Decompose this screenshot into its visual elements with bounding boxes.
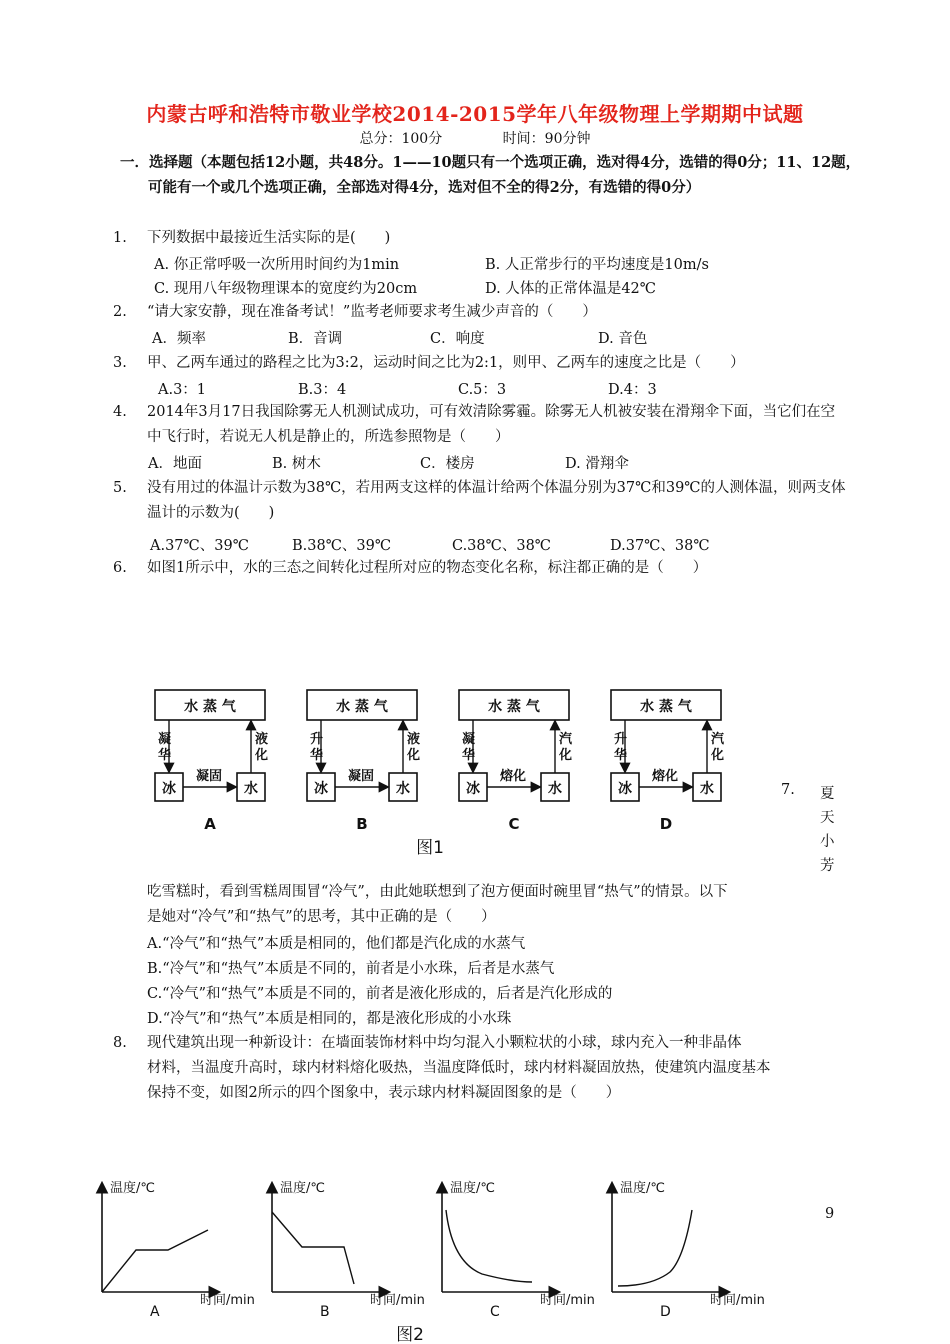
x-axis-label: 时间/min — [200, 1293, 255, 1308]
left-process-char-2: 华 — [310, 748, 324, 763]
figure-2-caption: 图2 — [396, 1325, 424, 1344]
curve — [272, 1212, 354, 1284]
question-text: “请大家安静，现在准备考试！”监考老师要求考生减少声音的（ ） — [147, 304, 597, 320]
option: D.“冷气”和“热气”本质是相同的，都是液化形成的小水珠 — [147, 1011, 512, 1027]
section-heading: 一．选择题（本题包括12小题，共48分。1——10题只有一个选项正确，选对得4分，选错的得0分；11、12题，可能有一个或几个选项正确，全部选对得4分，选对但不全的得2分，有选错的得0分） — [120, 154, 861, 196]
question-text: 甲、乙两车通过的路程之比为3:2，运动时间之比为2:1，则甲、乙两车的速度之比是（ ） — [147, 355, 745, 371]
figure-1-caption: 图1 — [416, 838, 444, 858]
question-text-line: 是她对“冷气”和“热气”的思考，其中正确的是（ ） — [147, 909, 496, 925]
option: A．频率 — [152, 331, 206, 347]
ice-label: 冰 — [466, 781, 480, 797]
question-9-number: 9 — [825, 1206, 835, 1222]
question-number: 6. — [113, 560, 127, 576]
panel-label: C — [508, 815, 520, 833]
option: C.38℃、38℃ — [452, 538, 552, 554]
option: D.4：3 — [608, 382, 657, 398]
total-score: 总分：100分 — [359, 131, 443, 147]
exam-time: 时间：90分钟 — [502, 131, 591, 147]
bottom-process: 凝固 — [347, 769, 375, 784]
y-axis-label: 温度/℃ — [620, 1181, 665, 1196]
option: C.5：3 — [458, 382, 507, 398]
question-text-line: 保持不变，如图2所示的四个图象中，表示球内材料凝固图象的是（ ） — [147, 1085, 621, 1101]
ice-label: 冰 — [162, 781, 176, 797]
left-process-char-1: 凝 — [462, 732, 476, 747]
question-text: 如图1所示中，水的三态之间转化过程所对应的物态变化名称，标注都正确的是（ ） — [147, 560, 708, 576]
water-label: 水 — [548, 781, 562, 797]
option: C．响度 — [430, 331, 485, 347]
option: A. 你正常呼吸一次所用时间约为1min — [154, 257, 400, 273]
side-char: 小 — [820, 834, 835, 850]
left-process-char-2: 华 — [462, 748, 476, 763]
x-axis-label: 时间/min — [540, 1293, 595, 1308]
panel-label: D — [659, 815, 673, 833]
graph-label: D — [660, 1304, 671, 1320]
question-number: 3. — [113, 355, 127, 371]
y-axis-label: 温度/℃ — [280, 1181, 325, 1196]
vapor-label: 水 蒸 气 — [336, 699, 388, 715]
option: B.3：4 — [298, 382, 347, 398]
ice-label: 冰 — [314, 781, 328, 797]
figure-1-panel — [459, 690, 573, 833]
question-text: 下列数据中最接近生活实际的是( ) — [147, 230, 391, 246]
graph-label: C — [490, 1304, 500, 1320]
option: A.37℃、39℃ — [150, 538, 249, 554]
question-number: 5. — [113, 480, 127, 496]
x-axis-label: 时间/min — [710, 1293, 765, 1308]
question-text-line: 现代建筑出现一种新设计：在墙面装饰材料中均匀混入小颗粒状的小球，球内充入一种非晶体 — [147, 1035, 742, 1051]
left-process-char-1: 凝 — [158, 732, 172, 747]
option: B.“冷气”和“热气”本质是不同的，前者是小水珠，后者是水蒸气 — [147, 961, 555, 977]
question-number: 4. — [113, 404, 127, 420]
ice-label: 冰 — [618, 781, 632, 797]
option: B. 树木 — [272, 456, 321, 472]
option: B. 人正常步行的平均速度是10m/s — [485, 257, 709, 273]
bottom-process: 熔化 — [651, 769, 679, 784]
bottom-process: 熔化 — [499, 769, 527, 784]
right-process-char-2: 化 — [255, 748, 269, 763]
question-text: 没有用过的体温计示数为38℃，若用两支这样的体温计给两个体温分别为37℃和39℃的人测体温，则两支体温计的示数为( ) — [147, 480, 846, 521]
vapor-label: 水 蒸 气 — [184, 699, 236, 715]
figure-2-graph — [442, 1180, 595, 1320]
right-process-char-2: 化 — [407, 748, 421, 763]
panel-label: A — [204, 815, 216, 833]
question-number: 2. — [113, 304, 127, 320]
question-7-text — [147, 880, 847, 930]
figure-1-panel — [611, 690, 725, 833]
figure-1-panel — [307, 690, 420, 833]
vapor-label: 水 蒸 气 — [640, 699, 692, 715]
side-char: 芳 — [820, 858, 835, 874]
y-axis-label: 温度/℃ — [450, 1181, 495, 1196]
question-number: 7. — [781, 782, 795, 798]
water-label: 水 — [700, 781, 714, 797]
right-process-char-2: 化 — [559, 748, 573, 763]
left-process-char-2: 华 — [614, 748, 628, 763]
question-text-line: 材料，当温度升高时，球内材料熔化吸热，当温度降低时，球内材料凝固放热，使建筑内温度基本 — [147, 1060, 771, 1076]
left-process-char-1: 升 — [310, 732, 324, 747]
option: B.38℃、39℃ — [292, 538, 392, 554]
right-process-char-1: 汽 — [711, 732, 725, 747]
option: C．楼房 — [420, 456, 475, 472]
figure-2-temperature-graphs — [80, 1170, 800, 1344]
question-number: 1. — [113, 230, 127, 246]
right-process-char-1: 液 — [255, 732, 269, 747]
curve — [102, 1230, 208, 1292]
panel-label: B — [356, 815, 368, 833]
y-axis-label: 温度/℃ — [110, 1181, 155, 1196]
option: D. 滑翔伞 — [565, 456, 629, 472]
graph-label: A — [150, 1304, 160, 1320]
figure-2-graph — [612, 1180, 765, 1320]
vapor-label: 水 蒸 气 — [488, 699, 540, 715]
option: C. 现用八年级物理课本的宽度约为20cm — [154, 281, 418, 297]
option: D.37℃、38℃ — [610, 538, 710, 554]
figure-1-states-of-water — [150, 685, 740, 865]
figure-2-graph — [102, 1180, 255, 1320]
right-process-char-2: 化 — [711, 748, 725, 763]
option: A.3：1 — [158, 382, 207, 398]
water-label: 水 — [396, 781, 410, 797]
figure-1-panel — [155, 690, 268, 833]
bottom-process: 凝固 — [195, 769, 223, 784]
option: B．音调 — [288, 331, 343, 347]
question-number: 8. — [113, 1035, 127, 1051]
option: D. 音色 — [598, 331, 648, 347]
graph-label: B — [320, 1304, 330, 1320]
curve — [618, 1210, 692, 1286]
figure-2-graph — [272, 1180, 425, 1320]
curve — [446, 1210, 532, 1282]
question-text: 2014年3月17日我国除雾无人机测试成功，可有效清除雾霾。除雾无人机被安装在滑翔伞下面，当它们在空中飞行时，若说无人机是静止的，所选参照物是（ ） — [147, 404, 836, 445]
option: C.“冷气”和“热气”本质是不同的，前者是液化形成的，后者是汽化形成的 — [147, 986, 613, 1002]
option: A.“冷气”和“热气”本质是相同的，他们都是汽化成的水蒸气 — [147, 936, 526, 952]
left-process-char-1: 升 — [614, 732, 628, 747]
side-char: 天 — [820, 810, 835, 826]
question-text-line: 吃雪糕时，看到雪糕周围冒“冷气”，由此她联想到了泡方便面时碗里冒“热气”的情景。以下 — [147, 884, 728, 900]
right-process-char-1: 汽 — [559, 732, 573, 747]
exam-meta — [0, 128, 950, 148]
side-char: 夏 — [820, 786, 835, 802]
right-process-char-1: 液 — [407, 732, 421, 747]
exam-title: 内蒙古呼和浩特市敬业学校2014-2015学年八年级物理上学期期中试题 — [146, 102, 804, 126]
water-label: 水 — [244, 781, 258, 797]
left-process-char-2: 华 — [158, 748, 172, 763]
x-axis-label: 时间/min — [370, 1293, 425, 1308]
option: D. 人体的正常体温是42℃ — [485, 281, 656, 297]
option: A．地面 — [148, 456, 202, 472]
